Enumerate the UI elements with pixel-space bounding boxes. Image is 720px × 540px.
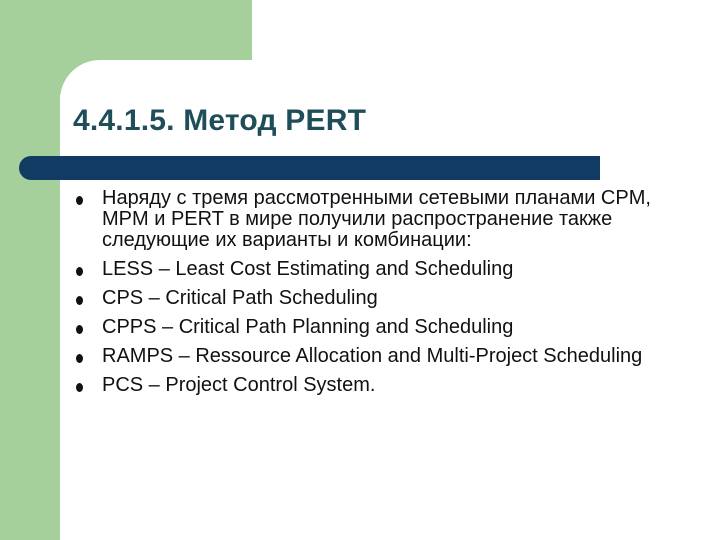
- bullet-icon: [76, 383, 83, 392]
- list-item: [72, 346, 692, 367]
- bullet-text: CPS – Critical Path Scheduling: [102, 287, 378, 309]
- title-divider-bar: [19, 156, 600, 180]
- slide-title: 4.4.1.5. Метод PERT: [73, 104, 367, 137]
- list-item: [72, 259, 692, 280]
- bullet-text: RAMPS – Ressource Allocation and Multi-Project Scheduling: [102, 345, 643, 367]
- bullet-icon: [76, 296, 83, 305]
- bullet-icon: [76, 267, 83, 276]
- list-item: [72, 375, 692, 396]
- bullet-list: [72, 188, 692, 404]
- list-item: [72, 317, 692, 338]
- bullet-icon: [76, 325, 83, 334]
- bullet-text: LESS – Least Cost Estimating and Scheduling: [102, 258, 514, 280]
- bullet-icon: [76, 354, 83, 363]
- list-item: [72, 188, 692, 251]
- bullet-text: PCS – Project Control System.: [102, 374, 376, 396]
- decor-green-left: [0, 0, 60, 540]
- bullet-text: Наряду с тремя рассмотренными сетевыми планами CPM, MPM и PERT в мире получили распространение также следующие их варианты и комбинации:: [102, 187, 651, 251]
- list-item: [72, 288, 692, 309]
- bullet-icon: [76, 196, 83, 205]
- bullet-text: CPPS – Critical Path Planning and Scheduling: [102, 316, 514, 338]
